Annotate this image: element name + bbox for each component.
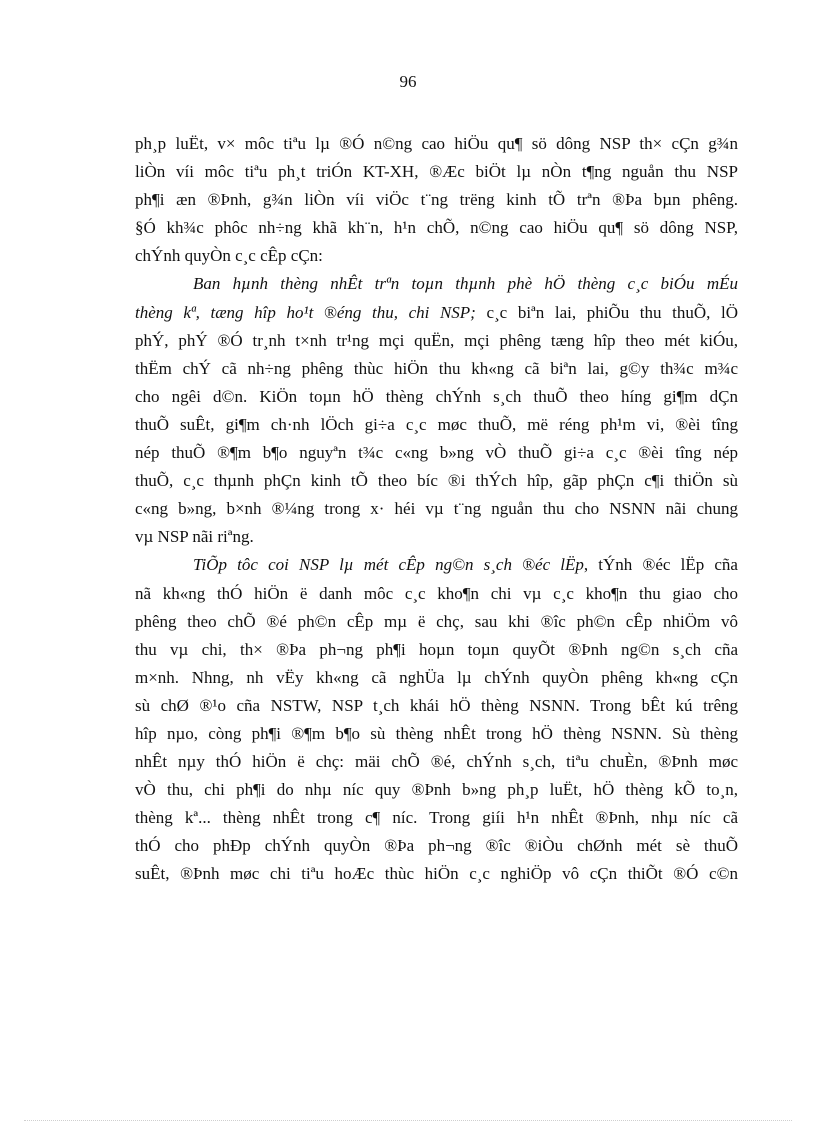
text-line: [135, 495, 738, 523]
text-line: [135, 551, 738, 579]
line-text: §Ó kh¾c phôc nh÷ng khã kh¨n, h¹n chÕ, n©ng cao hiÖu qu¶ sö dông NSP,: [135, 218, 738, 238]
line-text: thu vµ chi, th× ®Þa ph¬ng ph¶i hoµn toµn quyÕt ®Þnh ng©n s¸ch cña: [135, 639, 738, 659]
body-text: [135, 130, 738, 889]
line-text: nã kh«ng thÓ hiÖn ë danh môc c¸c kho¶n chi vµ c¸c kho¶n thu giao cho: [135, 583, 738, 603]
text-line: [135, 158, 738, 186]
line-text: sù chØ ®¹o cña NSTW, NSP t¸ch khái hÖ thèng NSNN. Trong bÊt kú trêng: [135, 695, 738, 715]
text-line: [135, 664, 738, 692]
line-text: vµ NSP nãi riªng.: [135, 527, 254, 547]
line-text: c¸c biªn lai, phiÕu thu thuÕ, lÖ: [475, 302, 738, 322]
line-text: nép thuÕ ®¶m b¶o nguyªn t¾c c«ng b»ng vÒ thuÕ gi÷a c¸c ®èi tîng nép: [135, 443, 738, 463]
italic-phrase: TiÕp tôc coi NSP lµ mét cÊp ng©n s¸ch ®éc lËp: [193, 555, 584, 575]
text-line: [135, 214, 738, 242]
line-text: m×nh. Nhng, nh vËy kh«ng cã nghÜa lµ chÝnh quyÒn phêng kh«ng cÇn: [135, 667, 738, 687]
line-text: liÒn víi môc tiªu ph¸t triÓn KT-XH, ®Æc biÖt lµ nÒn t¶ng nguån thu NSP: [135, 162, 738, 182]
text-line: [135, 242, 738, 270]
text-line: [135, 776, 738, 804]
text-line: [135, 523, 738, 551]
text-line: [135, 748, 738, 776]
line-text: thèng kª... thèng nhÊt trong c¶ níc. Trong giíi h¹n nhÊt ®Þnh, nhµ níc cã: [135, 808, 738, 828]
line-text: cho ngêi d©n. KiÖn toµn hÖ thèng chÝnh s¸ch thuÕ theo híng gi¶m dÇn: [135, 386, 738, 406]
text-line: [135, 636, 738, 664]
line-text: chÝnh quyÒn c¸c cÊp cÇn:: [135, 246, 323, 266]
italic-phrase: Ban hµnh thèng nhÊt trªn toµn thµnh phè hÖ thèng c¸c biÓu mÉu: [193, 274, 738, 294]
page-bottom-divider: [24, 1120, 792, 1121]
text-line: [135, 804, 738, 832]
line-text: suÊt, ®Þnh møc chi tiªu hoÆc thùc hiÖn c¸c nghiÖp vô cÇn thiÕt ®Ó c©n: [135, 864, 738, 884]
line-text: hîp nµo, còng ph¶i ®¶m b¶o sù thèng nhÊt trong hÖ thèng NSNN. Sù thèng: [135, 723, 738, 743]
text-line: [135, 580, 738, 608]
text-line: [135, 355, 738, 383]
line-text: thËm chÝ cã nh÷ng phêng thùc hiÖn thu kh«ng cã biªn lai, g©y th¾c m¾c: [135, 358, 738, 378]
text-line: [135, 327, 738, 355]
line-text: ph¶i æn ®Þnh, g¾n liÒn víi viÖc t¨ng trëng kinh tÕ trªn ®Þa bµn phêng.: [135, 190, 738, 210]
text-line: [135, 411, 738, 439]
line-text: thuÕ, c¸c thµnh phÇn kinh tÕ theo bíc ®i thÝch hîp, gãp phÇn c¶i thiÖn sù: [135, 471, 738, 491]
line-text: , tÝnh ®éc lËp cña: [583, 555, 738, 575]
text-line: [135, 383, 738, 411]
text-line: [135, 467, 738, 495]
page-number: 96: [399, 72, 417, 91]
text-line: [135, 270, 738, 298]
text-line: [135, 860, 738, 888]
line-text: c«ng b»ng, b×nh ®¼ng trong x· héi vµ t¨ng nguån thu cho NSNN nãi chung: [135, 499, 738, 519]
italic-phrase: thèng kª, tæng hîp ho¹t ®éng thu, chi NSP;: [135, 302, 476, 322]
line-text: ph¸p luËt, v× môc tiªu lµ ®Ó n©ng cao hiÖu qu¶ sö dông NSP th× cÇn g¾n: [135, 134, 738, 153]
text-line: [135, 692, 738, 720]
text-line: [135, 439, 738, 467]
line-text: phÝ, phÝ ®Ó tr¸nh t×nh tr¹ng mçi quËn, mçi phêng tæng hîp theo mét kiÓu,: [135, 330, 738, 350]
text-line: [135, 608, 738, 636]
text-line: [135, 186, 738, 214]
line-text: thuÕ suÊt, gi¶m ch·nh lÖch gi÷a c¸c møc thuÕ, më réng ph¹m vi, ®èi tîng: [135, 414, 738, 434]
line-text: vÒ thu, chi ph¶i do nhµ níc quy ®Þnh b»ng ph¸p luËt, hÖ thèng kÕ to¸n,: [135, 780, 738, 800]
line-text: phêng theo chÕ ®é ph©n cÊp mµ ë chç, sau khi ®îc ph©n cÊp nhiÖm vô: [135, 611, 738, 631]
text-line: [135, 832, 738, 860]
line-text: nhÊt nµy thÓ hiÖn ë chç: mäi chÕ ®é, chÝnh s¸ch, tiªu chuÈn, ®Þnh møc: [135, 752, 738, 772]
line-text: thÓ cho phÐp chÝnh quyÒn ®Þa ph¬ng ®îc ®iÒu chØnh mét sè thuÕ: [135, 836, 738, 856]
text-line: [135, 299, 738, 327]
text-line: [135, 130, 738, 158]
text-line: [135, 720, 738, 748]
